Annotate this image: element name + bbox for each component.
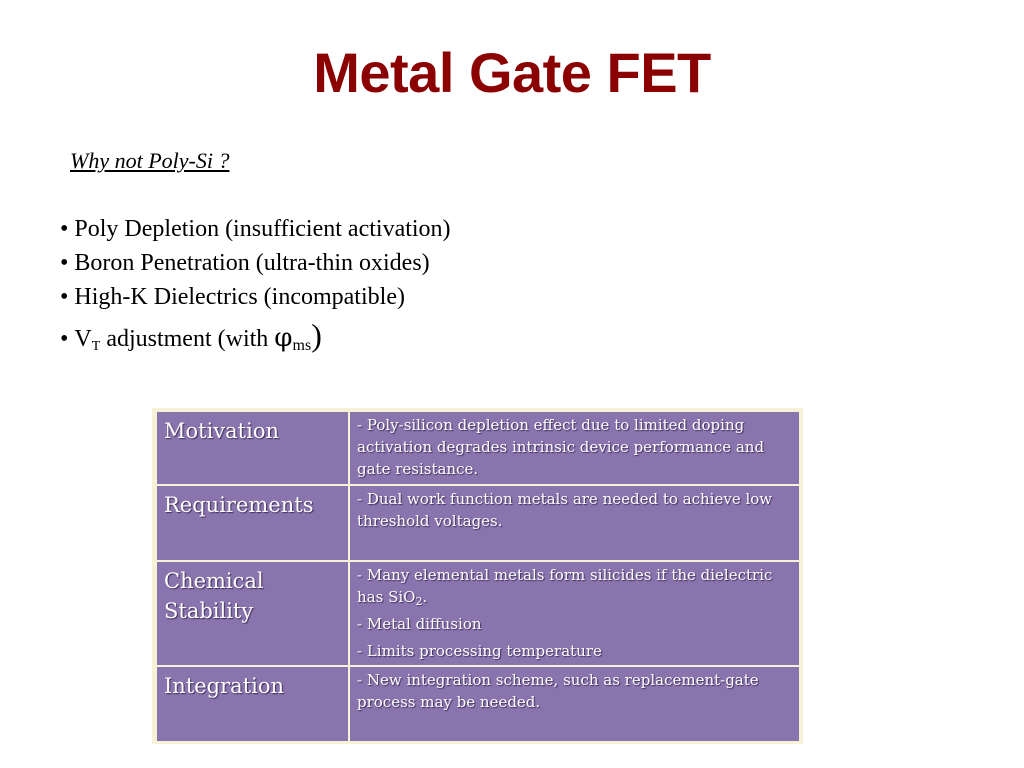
bullet-text: High-K Dielectrics (incompatible) — [74, 284, 405, 310]
description-line — [357, 564, 791, 608]
bullet-item — [60, 281, 451, 315]
row-label: Integration — [156, 666, 349, 742]
bullet-marker: • — [60, 284, 69, 310]
description-line: - Metal diffusion — [357, 615, 482, 633]
table-row — [156, 561, 800, 666]
bullet-item-vt — [60, 315, 451, 355]
phi-symbol: φ — [274, 323, 293, 353]
vt-text: adjustment (with — [100, 326, 275, 352]
description-line: - New integration scheme, such as replacement-gate process may be needed. — [357, 671, 759, 711]
row-label: Requirements — [156, 485, 349, 561]
row-label: Motivation — [156, 411, 349, 485]
description-line: - Poly-silicon depletion effect due to limited doping activation degrades intrinsic device performance and gate resistance. — [357, 416, 765, 478]
bullet-marker: • — [60, 216, 69, 242]
bullet-marker: • — [60, 326, 69, 352]
row-description — [349, 411, 800, 485]
row-label: Chemical Stability — [156, 561, 349, 666]
table-row — [156, 666, 800, 742]
vt-close-paren: ) — [311, 317, 322, 353]
table-row — [156, 485, 800, 561]
slide-subtitle: Why not Poly-Si ? — [70, 148, 230, 173]
vt-prefix: V — [74, 326, 92, 352]
vt-subscript: T — [91, 339, 101, 354]
phi-subscript: ms — [292, 337, 312, 354]
metal-gate-table — [155, 410, 801, 743]
row-description — [349, 485, 800, 561]
slide-title: Metal Gate FET — [313, 41, 711, 104]
table-row — [156, 411, 800, 485]
bullet-marker: • — [60, 250, 69, 276]
description-period: . — [422, 588, 428, 606]
bullet-item — [60, 247, 451, 281]
description-line: - Dual work function metals are needed to achieve low threshold voltages. — [357, 490, 773, 530]
bullet-text: Poly Depletion (insufficient activation) — [74, 216, 451, 242]
description-line: - Limits processing temperature — [357, 642, 602, 660]
bullet-text: Boron Penetration (ultra-thin oxides) — [74, 250, 430, 276]
subscript-2: 2 — [415, 595, 423, 608]
row-description — [349, 666, 800, 742]
description-text: - Many elemental metals form silicides if the dielectric has SiO — [357, 566, 773, 606]
row-description — [349, 561, 800, 666]
bullet-list — [60, 213, 451, 355]
bullet-item — [60, 213, 451, 247]
